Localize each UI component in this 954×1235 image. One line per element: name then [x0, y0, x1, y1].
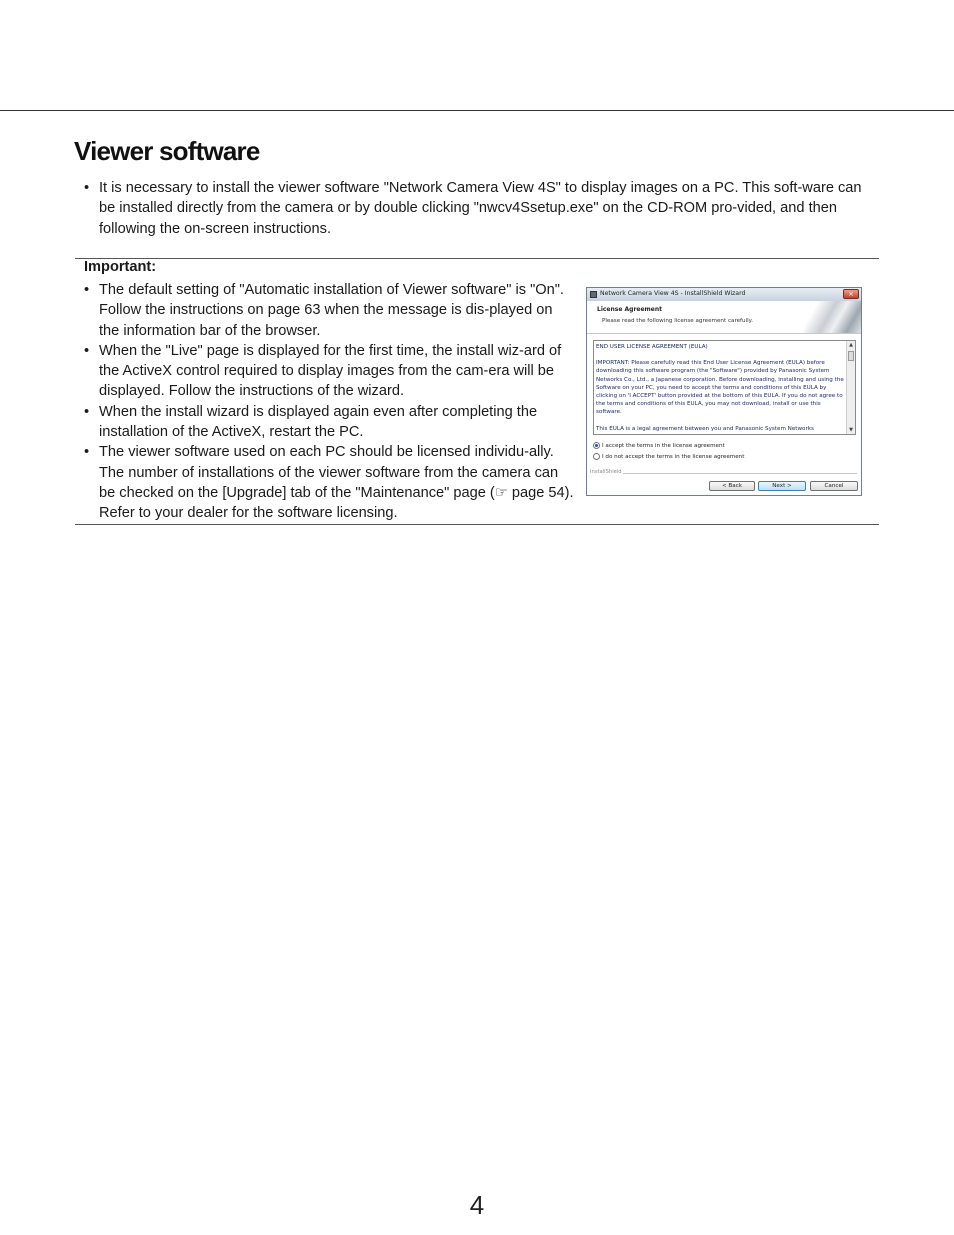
important-item-auto-install: • The default setting of "Automatic installation of Viewer software" is "On". Follow the instructions on page 63 when the message is dis-played on the information bar of the browser. [84, 280, 574, 341]
top-rule [0, 110, 954, 111]
important-label: Important: [84, 259, 157, 275]
back-button[interactable]: < Back [709, 481, 755, 491]
brand-divider [623, 473, 857, 474]
radio-unchecked-icon[interactable] [593, 453, 600, 460]
section-title: Viewer software [74, 136, 260, 166]
eula-text-box[interactable] [593, 340, 856, 435]
radio-checked-icon[interactable] [593, 442, 600, 449]
installer-app-icon [590, 291, 597, 298]
scroll-thumb[interactable] [848, 351, 854, 361]
important-list [84, 280, 574, 524]
accept-radio[interactable] [593, 442, 725, 449]
eula-paragraph: This EULA is a legal agreement between you and Panasonic System Networks [596, 425, 814, 432]
wizard-header [587, 301, 861, 334]
close-icon[interactable]: × [843, 289, 859, 299]
page-number: 4 [469, 1190, 485, 1220]
decline-radio[interactable] [593, 453, 744, 460]
eula-text [596, 343, 844, 441]
important-item-live-page: • When the "Live" page is displayed for the first time, the install wiz-ard of the ActiveX control required to display images from the cam-era will be displayed. Follow the instructions of the wizard. [84, 341, 574, 402]
wizard-header-title: License Agreement [597, 306, 663, 313]
decline-radio-label: I do not accept the terms in the license agreement [602, 454, 745, 460]
intro-list [84, 178, 874, 239]
wizard-title-bar [587, 288, 861, 302]
eula-scrollbar[interactable] [846, 341, 855, 434]
wizard-window-title: Network Camera View 4S - InstallShield Wizard [600, 290, 746, 297]
wizard-header-subtitle: Please read the following license agreement carefully. [602, 318, 753, 324]
eula-paragraph: END USER LICENSE AGREEMENT (EULA) [596, 344, 708, 350]
wizard-header-art [803, 301, 861, 333]
installer-wizard-screenshot [586, 287, 862, 496]
next-button[interactable]: Next > [758, 481, 806, 491]
eula-paragraph: IMPORTANT: Please carefully read this End User License Agreement (EULA) before downloading this software program (the "Software") provided by Panasonic System Networks Co., Ltd., a Japanese corporation. Before downloading, installing and using the Software on your PC, you need to accept the terms and conditions of this EULA by clicking on 'I ACCEPT' button provided at the bottom of this EULA. If you do not agree to the terms and conditions of this EULA, you may not download, install or use this software. [596, 360, 844, 416]
important-item-licensing: • The viewer software used on each PC should be licensed individu-ally. The number of installations of the viewer software from the camera can be checked on the [Upgrade] tab of the "Maintenance" page (☞ page 54). Refer to your dealer for the software licensing. [84, 442, 574, 523]
important-item-restart: • When the install wizard is displayed again even after completing the installation of the ActiveX, restart the PC. [84, 402, 574, 443]
important-top-rule [75, 258, 879, 259]
scroll-up-icon[interactable]: ▲ [849, 342, 853, 348]
cancel-button[interactable]: Cancel [810, 481, 858, 491]
accept-radio-label: I accept the terms in the license agreement [602, 443, 725, 449]
installshield-brand: InstallShield [590, 469, 622, 475]
intro-item: • It is necessary to install the viewer software "Network Camera View 4S" to display images on a PC. This soft-ware can be installed directly from the camera or by double clicking "nwcv4Ssetup.exe" on the CD-ROM pro-vided, and then following the on-screen instructions. [84, 178, 874, 239]
important-bottom-rule [75, 524, 879, 525]
scroll-down-icon[interactable]: ▼ [849, 427, 853, 433]
